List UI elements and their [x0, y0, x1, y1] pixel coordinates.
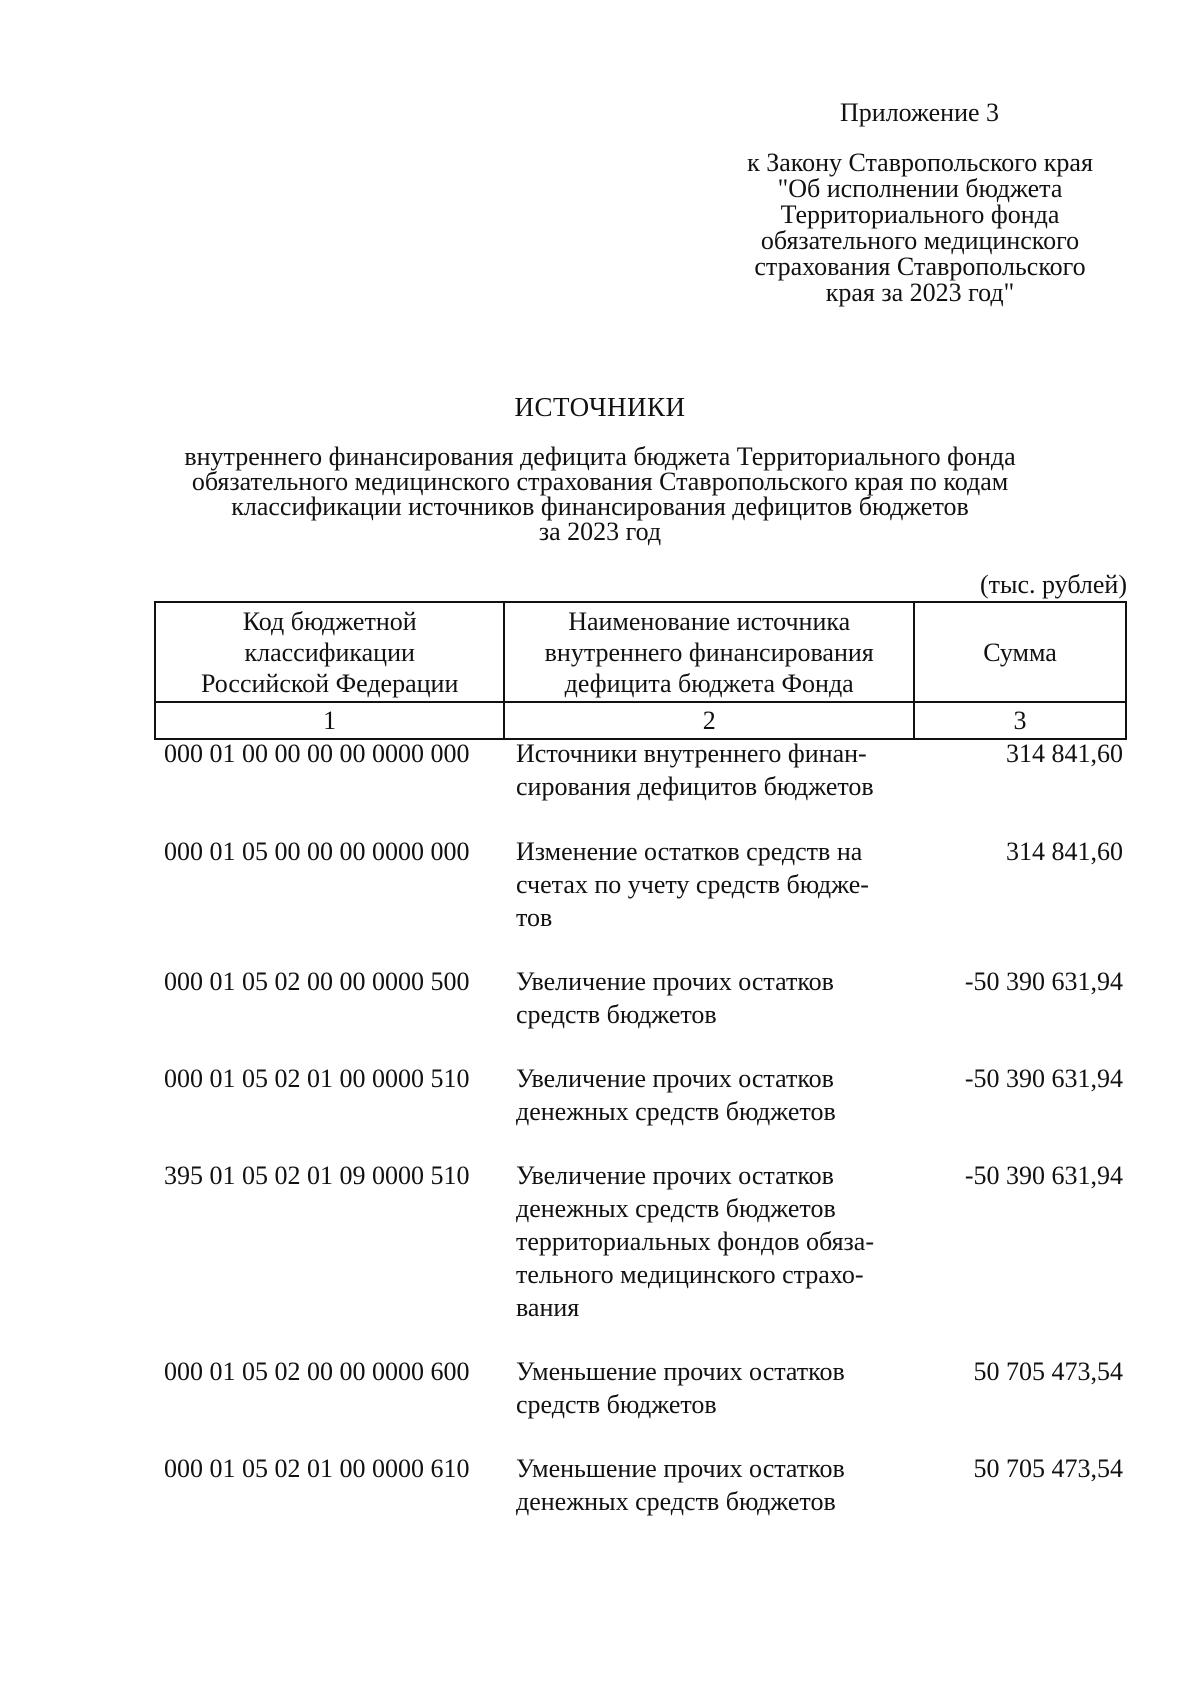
source-name — [504, 965, 915, 1031]
amount: -50 390 631,94 — [964, 1064, 1123, 1093]
law-reference-line: Территориального фонда — [780, 200, 1060, 229]
table-header-row — [155, 602, 1126, 702]
table-row — [154, 965, 1127, 1062]
law-reference-line: обязательного медицинского — [760, 226, 1080, 255]
source-name-line: Увеличение прочих остатков — [516, 1161, 834, 1190]
units-label: (тыс. рублей) — [979, 570, 1127, 599]
table-row — [154, 835, 1127, 965]
column-header-code — [155, 602, 504, 702]
source-name-line: территориальных фондов обяза- — [516, 1227, 875, 1256]
law-reference-line: края за 2023 год" — [825, 278, 1015, 307]
subtitle-line: за 2023 год — [538, 517, 662, 546]
column-header-name — [504, 602, 914, 702]
appendix-label: Приложение 3 — [840, 98, 1000, 127]
column-header-line: классификации — [244, 637, 415, 667]
source-name-line: Уменьшение прочих остатков — [516, 1454, 845, 1483]
document-subtitle — [100, 444, 1100, 544]
source-name-line: денежных средств бюджетов — [516, 1097, 836, 1126]
source-name-line: вания — [516, 1293, 580, 1322]
table-body — [154, 737, 1127, 1549]
amount: 50 705 473,54 — [973, 1357, 1123, 1386]
budget-code: 000 01 05 00 00 00 0000 000 — [164, 837, 470, 866]
budget-code: 000 01 05 02 01 00 0000 510 — [164, 1064, 470, 1093]
source-name — [504, 835, 915, 934]
source-name — [504, 1355, 915, 1421]
amount: 50 705 473,54 — [973, 1454, 1123, 1483]
source-name-line: средств бюджетов — [516, 1000, 717, 1029]
source-name-line: тов — [516, 903, 553, 932]
column-header-line: внутреннего финансирования — [544, 637, 874, 667]
column-header-line: Российской Федерации — [200, 668, 459, 698]
budget-code: 000 01 05 02 00 00 0000 500 — [164, 967, 470, 996]
amount: 314 841,60 — [1006, 837, 1123, 866]
source-name-line: сирования дефицитов бюджетов — [516, 772, 874, 801]
source-name-line: денежных средств бюджетов — [516, 1487, 836, 1516]
source-name — [504, 1062, 915, 1128]
source-name-line: тельного медицинского страхо- — [516, 1260, 864, 1289]
source-name-line: Изменение остатков средств на — [516, 837, 863, 866]
column-header-line: дефицита бюджета Фонда — [564, 668, 854, 698]
law-reference — [700, 150, 1140, 306]
source-name-line: Увеличение прочих остатков — [516, 967, 834, 996]
document-title: ИСТОЧНИКИ — [514, 392, 686, 422]
law-reference-line: страхования Ставропольского — [754, 252, 1086, 281]
column-header-line: Сумма — [983, 637, 1057, 667]
amount: -50 390 631,94 — [964, 1161, 1123, 1190]
source-name — [504, 737, 915, 803]
table-row — [154, 1355, 1127, 1452]
source-name — [504, 1452, 915, 1518]
law-reference-line: к Закону Ставропольского края — [747, 148, 1093, 177]
source-name — [504, 1159, 915, 1324]
column-number: 3 — [914, 702, 1126, 739]
amount: 314 841,60 — [1006, 739, 1123, 768]
table-row — [154, 1062, 1127, 1159]
source-name-line: денежных средств бюджетов — [516, 1194, 836, 1223]
column-number-row — [155, 702, 1126, 739]
column-number: 1 — [155, 702, 504, 739]
subtitle-line: внутреннего финансирования дефицита бюджета Территориального фонда — [184, 442, 1016, 471]
table-row — [154, 1159, 1127, 1355]
table-row — [154, 737, 1127, 835]
law-reference-line: "Об исполнении бюджета — [777, 174, 1063, 203]
budget-code: 000 01 00 00 00 00 0000 000 — [164, 739, 470, 768]
amount: -50 390 631,94 — [964, 967, 1123, 996]
column-header-line: Код бюджетной — [242, 606, 417, 636]
budget-code: 000 01 05 02 00 00 0000 600 — [164, 1357, 470, 1386]
table-row — [154, 1452, 1127, 1549]
budget-code: 395 01 05 02 01 09 0000 510 — [164, 1161, 470, 1190]
source-name-line: счетах по учету средств бюдже- — [516, 870, 869, 899]
column-number: 2 — [504, 702, 914, 739]
source-name-line: Источники внутреннего финан- — [516, 739, 867, 768]
subtitle-line: обязательного медицинского страхования Ставропольского края по кодам — [191, 467, 1009, 496]
source-name-line: средств бюджетов — [516, 1390, 717, 1419]
subtitle-line: классификации источников финансирования дефицитов бюджетов — [231, 492, 969, 521]
column-header-amount — [914, 602, 1126, 702]
source-name-line: Уменьшение прочих остатков — [516, 1357, 845, 1386]
table-header — [154, 601, 1127, 740]
budget-code: 000 01 05 02 01 00 0000 610 — [164, 1454, 470, 1483]
source-name-line: Увеличение прочих остатков — [516, 1064, 834, 1093]
column-header-line: Наименование источника — [568, 606, 851, 636]
